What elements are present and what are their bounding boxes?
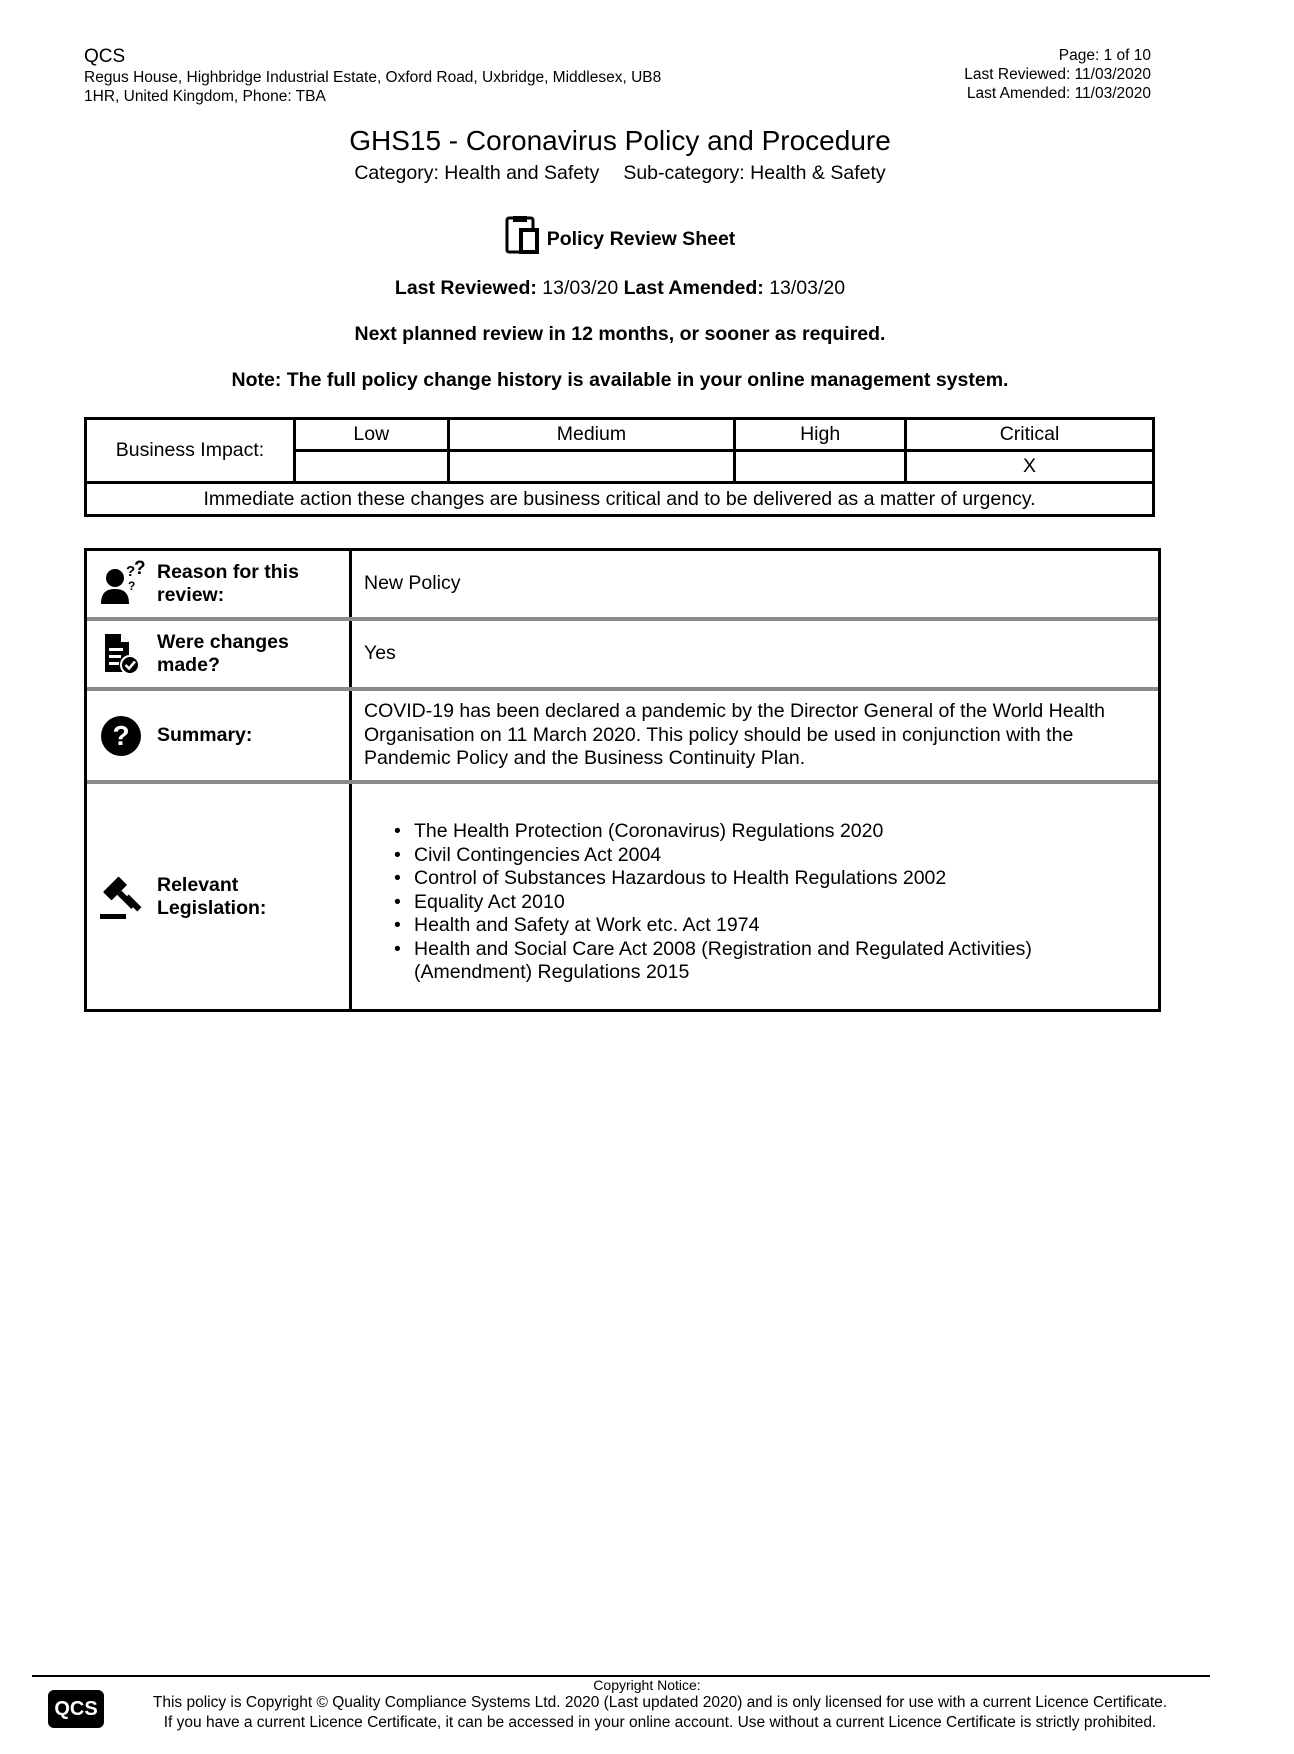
svg-text:?: ?	[126, 563, 136, 580]
summary-label: Summary:	[157, 724, 253, 746]
impact-level-medium: Medium	[448, 419, 735, 451]
clipboard-icon	[505, 216, 543, 262]
page-number: Page: 1 of 10	[1058, 47, 1151, 64]
copyright-text	[110, 1693, 1210, 1733]
org-name: QCS	[84, 46, 126, 67]
business-impact-table	[84, 417, 1155, 517]
legislation-row	[87, 784, 1158, 1009]
impact-level-critical: Critical	[906, 419, 1154, 451]
reviewed-label: Last Reviewed:	[394, 277, 537, 299]
address-line-1: Regus House, Highbridge Industrial Estate, Oxford Road, Uxbridge, Middlesex, UB8	[84, 69, 662, 86]
reason-label: Reason for this review:	[157, 561, 299, 606]
svg-text:?: ?	[112, 719, 130, 751]
legislation-label: Relevant Legislation:	[157, 873, 267, 919]
review-sheet-label: Policy Review Sheet	[546, 227, 736, 250]
review-dates-line	[0, 276, 1240, 300]
changes-value: Yes	[364, 642, 396, 665]
svg-text:?: ?	[134, 558, 146, 579]
list-item: • Civil Contingencies Act 2004	[414, 844, 1146, 868]
reviewed-value: 13/03/20	[542, 277, 619, 299]
list-item: • The Health Protection (Coronavirus) Regulations 2020	[414, 820, 1146, 844]
legislation-value	[352, 784, 1158, 1009]
impact-mark-high	[735, 451, 906, 483]
person-question-icon	[97, 560, 145, 608]
header-org-block	[84, 46, 724, 106]
gavel-icon	[97, 873, 145, 921]
category: Category: Health and Safety	[354, 162, 600, 184]
question-circle-icon	[97, 712, 145, 760]
header-last-reviewed: Last Reviewed: 11/03/2020	[964, 66, 1151, 83]
copyright-line-2: If you have a current Licence Certificate, it can be accessed in your online account. Use without a current Licence Certificate is strictly prohibited.	[163, 1714, 1157, 1731]
impact-level-low: Low	[295, 419, 449, 451]
impact-level-high: High	[735, 419, 906, 451]
changes-label: Were changes made?	[157, 631, 289, 676]
category-line	[0, 161, 1240, 185]
impact-mark-medium	[448, 451, 735, 483]
page-title: GHS15 - Coronavirus Policy and Procedure	[349, 125, 891, 156]
business-impact-label: Business Impact:	[86, 419, 295, 483]
list-item: • Health and Social Care Act 2008 (Registration and Regulated Activities) (Amendment) Regulations 2015	[414, 938, 1146, 985]
header-last-amended: Last Amended: 11/03/2020	[966, 85, 1151, 102]
impact-mark-critical: X	[906, 451, 1154, 483]
copyright-notice-label: Copyright Notice:	[593, 1677, 701, 1693]
address-line-2: 1HR, United Kingdom, Phone: TBA	[84, 88, 326, 105]
reason-value: New Policy	[364, 572, 461, 595]
document-check-icon	[97, 630, 145, 678]
reason-row	[87, 551, 1158, 621]
next-review-line: Next planned review in 12 months, or sooner as required.	[354, 323, 886, 345]
list-item: • Control of Substances Hazardous to Health Regulations 2002	[414, 867, 1146, 891]
summary-value: COVID-19 has been declared a pandemic by the Director General of the World Health Organisation on 11 March 2020. This policy should be used in conjunction with the Pandemic Policy and the Business Continuity Plan.	[364, 700, 1106, 770]
amended-label: Last Amended:	[623, 277, 764, 299]
list-item: • Health and Safety at Work etc. Act 1974	[414, 914, 1146, 938]
amended-value: 13/03/20	[769, 277, 846, 299]
header-meta-block	[964, 46, 1151, 103]
policy-review-sheet-heading	[0, 216, 1240, 262]
copyright-line-1: This policy is Copyright © Quality Compliance Systems Ltd. 2020 (Last updated 2020) and is only licensed for use with a current Licence Certificate.	[152, 1694, 1168, 1711]
list-item: • Equality Act 2010	[414, 891, 1146, 915]
qcs-logo: QCS	[48, 1690, 104, 1728]
history-note: Note: The full policy change history is available in your online management system.	[231, 369, 1009, 391]
impact-description: Immediate action these changes are business critical and to be delivered as a matter of urgency.	[86, 483, 1154, 516]
summary-row	[87, 691, 1158, 784]
legislation-list	[378, 820, 1146, 985]
subcategory: Sub-category: Health & Safety	[623, 162, 886, 184]
review-details-table	[84, 548, 1161, 1012]
svg-text:?: ?	[128, 579, 136, 593]
impact-mark-low	[295, 451, 449, 483]
changes-row	[87, 621, 1158, 691]
